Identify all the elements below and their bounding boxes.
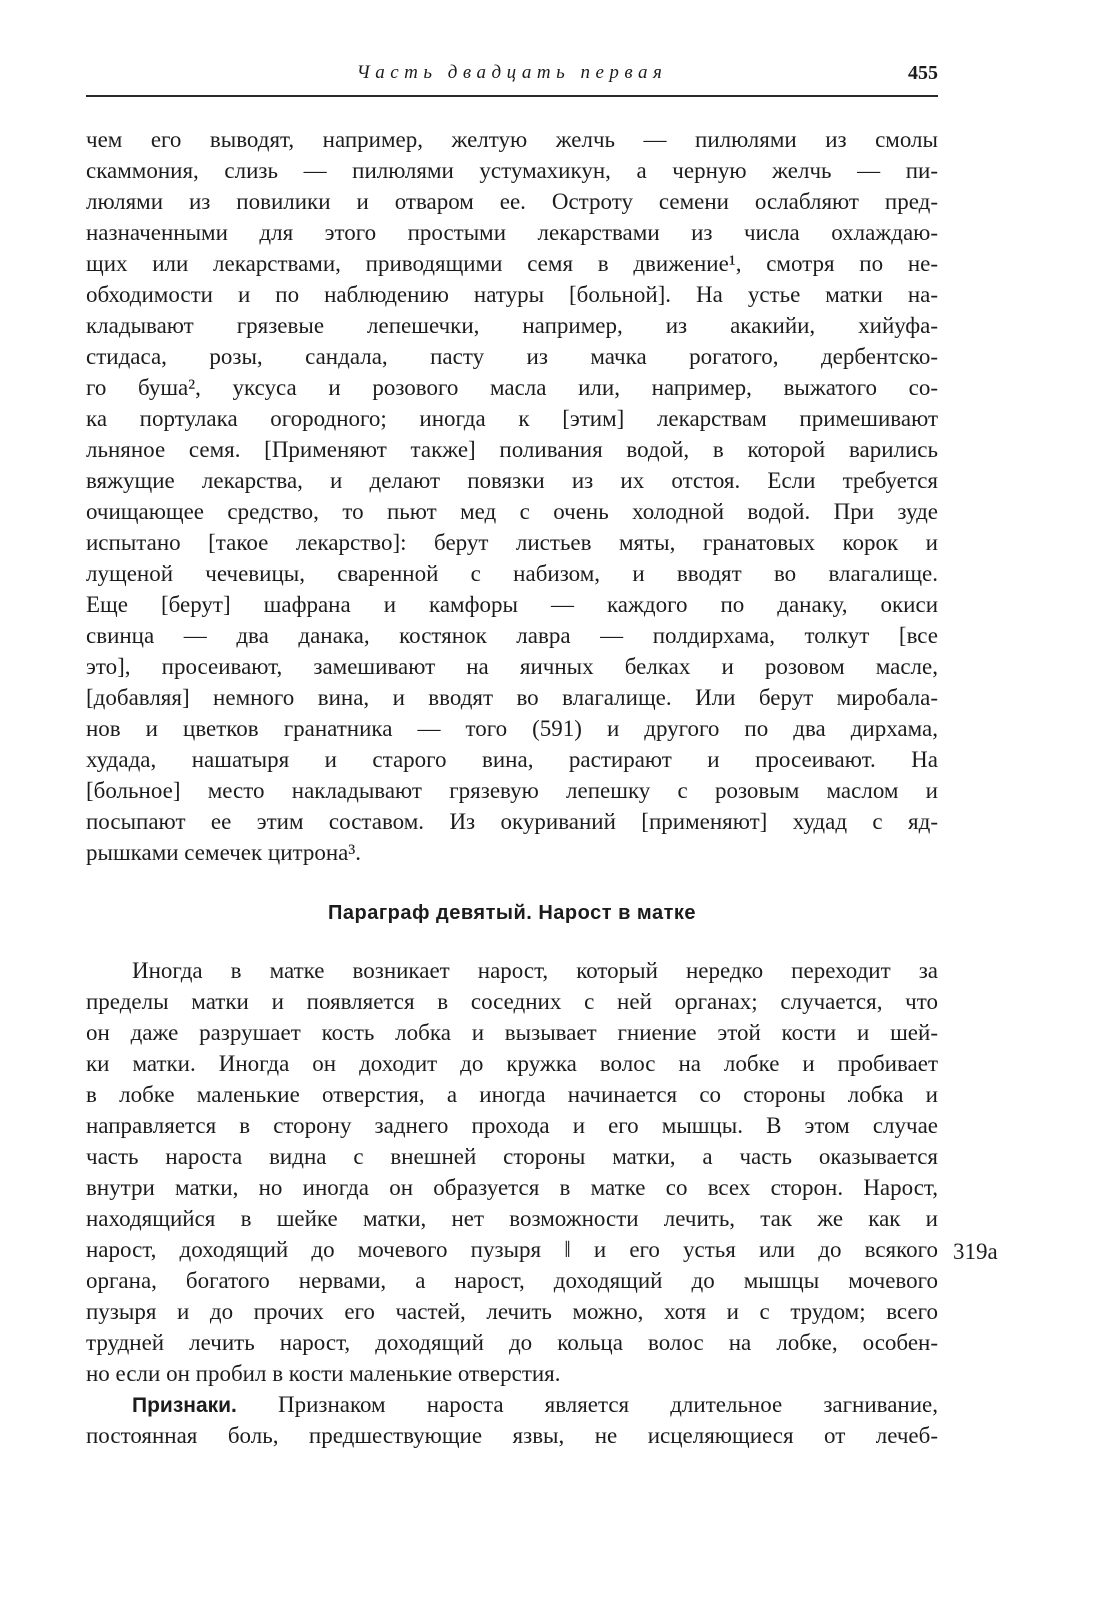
paragraph-lead-text: Признаком нароста является длительное загнивание, — [236, 1392, 938, 1417]
text-line: назначенными для этого простыми лекарствами из числа охлаждаю- — [86, 220, 938, 245]
text-line: ки матки. Иногда он доходит до кружка волос на лобке и пробивает — [86, 1051, 938, 1076]
text-line: лущеной чечевицы, сваренной с набизом, и вводят во влагалище. — [86, 561, 938, 586]
text-line: свинца — два данака, костянок лавра — полдирхама, толкут [все — [86, 623, 938, 648]
text-line: это], просеивают, замешивают на яичных белках и розовом масле, — [86, 654, 938, 679]
text-line: постоянная боль, предшествующие язвы, не исцеляющиеся от лечеб- — [86, 1423, 938, 1448]
text-line: го буша², уксуса и розового масла или, например, выжатого со- — [86, 375, 938, 400]
text-line: но если он пробил в кости маленькие отверстия. — [86, 1361, 561, 1386]
text-line: люлями из повилики и отваром ее. Остроту семени ослабляют пред- — [86, 189, 938, 214]
text-line: худада, нашатыря и старого вина, растирают и просеивают. На — [86, 747, 938, 772]
text-line: [больное] место накладывают грязевую лепешку с розовым маслом и — [86, 778, 938, 803]
paragraph-lead: Признаки. — [132, 1394, 237, 1417]
text-line: испытано [такое лекарство]: берут листьев мяты, гранатовых корок и — [86, 530, 938, 555]
paragraph-continued — [86, 124, 938, 868]
margin-folio-note: 319a — [953, 1239, 998, 1264]
text-line: стидаса, розы, сандала, пасту из мачка рогатого, дербентско- — [86, 344, 938, 369]
text-line: щих или лекарствами, приводящими семя в движение¹, смотря по не- — [86, 251, 938, 276]
running-head — [86, 62, 938, 92]
text-line: Иногда в матке возникает нарост, который нередко переходит за — [132, 958, 938, 983]
text-line: пузыря и до прочих его частей, лечить можно, хотя и с трудом; всего — [86, 1299, 938, 1324]
text-line: нов и цветков гранатника — того (591) и другого по два дирхама, — [86, 716, 938, 741]
text-line: очищающее средство, то пьют мед с очень холодной водой. При зуде — [86, 499, 938, 524]
text-line: часть нароста видна с внешней стороны матки, а часть оказывается — [86, 1144, 938, 1169]
text-line: он даже разрушает кость лобка и вызывает гниение этой кости и шей- — [86, 1020, 938, 1045]
text-line: внутри матки, но иногда он образуется в матке со всех сторон. Нарост, — [86, 1175, 938, 1200]
text-line: в лобке маленькие отверстия, а иногда начинается со стороны лобка и — [86, 1082, 938, 1107]
text-line: кладывают грязевые лепешечки, например, из акакийи, хийуфа- — [86, 313, 938, 338]
text-line: чем его выводят, например, желтую желчь — пилюлями из смолы — [86, 127, 938, 152]
text-line: пределы матки и появляется в соседних с ней органах; случается, что — [86, 989, 938, 1014]
section-heading: Параграф девятый. Нарост в матке — [327, 902, 696, 924]
text-line: трудней лечить нарост, доходящий до кольца волос на лобке, особен- — [86, 1330, 938, 1355]
text-line: обходимости и по наблюдению натуры [больной]. На устье матки на- — [86, 282, 938, 307]
text-line: ка портулака огородного; иногда к [этим] лекарствам примешивают — [86, 406, 938, 431]
page-number: 455 — [908, 62, 938, 84]
text-line: органа, богатого нервами, а нарост, доходящий до мышцы мочевого — [86, 1268, 938, 1293]
text-line: находящийся в шейке матки, нет возможности лечить, так же как и — [86, 1206, 938, 1231]
text-line: рышками семечек цитрона³. — [86, 840, 362, 865]
text-line: посыпают ее этим составом. Из окуриваний [применяют] худад с яд- — [86, 809, 938, 834]
text-line: скаммония, слизь — пилюлями устумахикун, а черную желчь — пи- — [86, 158, 938, 183]
text-line: [добавляя] немного вина, и вводят во влагалище. Или берут миробала- — [86, 685, 938, 710]
text-line — [86, 1389, 938, 1420]
section-body — [86, 955, 938, 1451]
text-line: льняное семя. [Применяют также] поливания водой, в которой варились — [86, 437, 938, 462]
running-title: Часть двадцать первая — [356, 62, 668, 83]
text-line: нарост, доходящий до мочевого пузыря ‖ и его устья или до всякого — [86, 1237, 938, 1262]
text-line: вяжущие лекарства, и делают повязки из их отстоя. Если требуется — [86, 468, 938, 493]
text-line: направляется в сторону заднего прохода и его мышцы. В этом случае — [86, 1113, 938, 1138]
text-line: Еще [берут] шафрана и камфоры — каждого по данаку, окиси — [86, 592, 938, 617]
header-rule — [86, 95, 938, 97]
